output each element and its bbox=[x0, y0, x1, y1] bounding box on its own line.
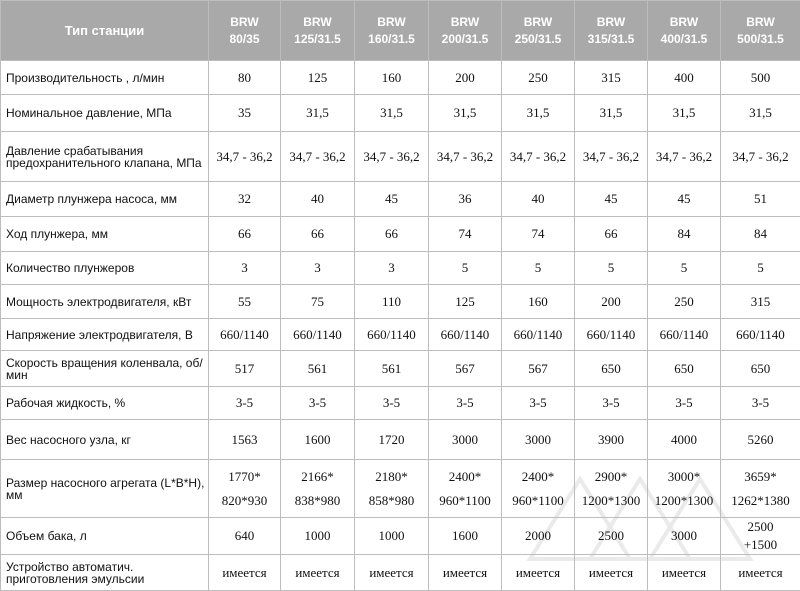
table-cell: 40 bbox=[502, 182, 575, 217]
cell-line: 960*1100 bbox=[432, 489, 498, 513]
table-cell: 31,5 bbox=[281, 95, 355, 132]
table-cell: 34,7 - 36,2 bbox=[209, 132, 281, 182]
row-label: Напряжение электродвигателя, В bbox=[1, 319, 209, 351]
table-cell: 660/1140 bbox=[209, 319, 281, 351]
cell-line: 2500 bbox=[724, 518, 797, 536]
table-cell: 31,5 bbox=[575, 95, 648, 132]
table-cell: 110 bbox=[355, 285, 429, 319]
table-cell: 160 bbox=[355, 61, 429, 95]
table-cell: 1000 bbox=[355, 518, 429, 555]
cell-line: 2180* bbox=[358, 465, 425, 489]
model-header: BRW 315/31.5 bbox=[575, 1, 648, 61]
row-label: Диаметр плунжера насоса, мм bbox=[1, 182, 209, 217]
table-cell: 3-5 bbox=[281, 387, 355, 420]
table-cell: имеется bbox=[502, 555, 575, 591]
table-cell: 5 bbox=[502, 252, 575, 285]
cell-line: 1200*1300 bbox=[578, 489, 644, 513]
table-cell: 250 bbox=[648, 285, 721, 319]
table-cell: 66 bbox=[209, 217, 281, 252]
table-cell: имеется bbox=[575, 555, 648, 591]
table-cell: имеется bbox=[209, 555, 281, 591]
table-cell: 650 bbox=[721, 351, 800, 387]
table-cell: 31,5 bbox=[502, 95, 575, 132]
table-cell: 125 bbox=[281, 61, 355, 95]
table-cell: имеется bbox=[281, 555, 355, 591]
table-row bbox=[1, 387, 800, 420]
table-cell: 51 bbox=[721, 182, 800, 217]
cell-line: 858*980 bbox=[358, 489, 425, 513]
table-row bbox=[1, 460, 800, 518]
cell-line: 1262*1380 bbox=[724, 489, 797, 513]
table-cell: 3-5 bbox=[355, 387, 429, 420]
table-cell: имеется bbox=[429, 555, 502, 591]
table-cell bbox=[575, 460, 648, 518]
table-cell: имеется bbox=[721, 555, 800, 591]
table-row bbox=[1, 132, 800, 182]
row-label: Ход плунжера, мм bbox=[1, 217, 209, 252]
table-cell: 660/1140 bbox=[575, 319, 648, 351]
table-cell bbox=[721, 460, 800, 518]
table-row bbox=[1, 252, 800, 285]
cell-line: 2900* bbox=[578, 465, 644, 489]
row-label: Скорость вращения коленвала, об/мин bbox=[1, 351, 209, 387]
station-type-header: Тип станции bbox=[1, 1, 209, 61]
row-label: Мощность электродвигателя, кВт bbox=[1, 285, 209, 319]
table-cell: 45 bbox=[355, 182, 429, 217]
table-cell: 1600 bbox=[429, 518, 502, 555]
table-cell: 650 bbox=[648, 351, 721, 387]
table-cell: 5260 bbox=[721, 420, 800, 460]
table-cell: 80 bbox=[209, 61, 281, 95]
cell-line: 2400* bbox=[432, 465, 498, 489]
table-cell: 31,5 bbox=[429, 95, 502, 132]
table-cell: 400 bbox=[648, 61, 721, 95]
table-cell: 3000 bbox=[502, 420, 575, 460]
table-cell: 34,7 - 36,2 bbox=[721, 132, 800, 182]
table-cell bbox=[209, 460, 281, 518]
table-cell: 3-5 bbox=[575, 387, 648, 420]
table-cell: 200 bbox=[575, 285, 648, 319]
table-cell: 55 bbox=[209, 285, 281, 319]
table-row bbox=[1, 182, 800, 217]
table-cell: 315 bbox=[721, 285, 800, 319]
table-cell: 315 bbox=[575, 61, 648, 95]
table-cell: 5 bbox=[648, 252, 721, 285]
row-label: Производительность , л/мин bbox=[1, 61, 209, 95]
table-cell: 75 bbox=[281, 285, 355, 319]
cell-line: 2400* bbox=[505, 465, 571, 489]
table-cell: 3-5 bbox=[721, 387, 800, 420]
table-cell bbox=[648, 460, 721, 518]
table-cell: 3-5 bbox=[502, 387, 575, 420]
table-cell: 40 bbox=[281, 182, 355, 217]
table-cell: имеется bbox=[648, 555, 721, 591]
table-cell: 160 bbox=[502, 285, 575, 319]
model-header: BRW 200/31.5 bbox=[429, 1, 502, 61]
table-cell: 567 bbox=[502, 351, 575, 387]
table-cell: 74 bbox=[502, 217, 575, 252]
table-row bbox=[1, 555, 800, 591]
cell-line: 838*980 bbox=[284, 489, 351, 513]
cell-line: +1500 bbox=[724, 536, 797, 554]
table-cell: 84 bbox=[721, 217, 800, 252]
table-cell bbox=[721, 518, 800, 555]
table-cell: 660/1140 bbox=[648, 319, 721, 351]
table-row bbox=[1, 285, 800, 319]
table-row bbox=[1, 95, 800, 132]
table-cell: 2500 bbox=[575, 518, 648, 555]
table-cell: 1563 bbox=[209, 420, 281, 460]
table-cell: 2000 bbox=[502, 518, 575, 555]
table-cell: 3 bbox=[281, 252, 355, 285]
model-header: BRW 250/31.5 bbox=[502, 1, 575, 61]
table-cell: 3-5 bbox=[648, 387, 721, 420]
model-header: BRW 500/31.5 bbox=[721, 1, 800, 61]
table-cell: 3-5 bbox=[209, 387, 281, 420]
table-cell: 5 bbox=[575, 252, 648, 285]
table-cell: 74 bbox=[429, 217, 502, 252]
table-cell: 45 bbox=[648, 182, 721, 217]
table-cell: 66 bbox=[281, 217, 355, 252]
cell-line: 1770* bbox=[212, 465, 277, 489]
table-cell: 500 bbox=[721, 61, 800, 95]
row-label: Номинальное давление, МПа bbox=[1, 95, 209, 132]
model-header: BRW 160/31.5 bbox=[355, 1, 429, 61]
table-cell: 4000 bbox=[648, 420, 721, 460]
table-cell: 34,7 - 36,2 bbox=[429, 132, 502, 182]
table-cell: имеется bbox=[355, 555, 429, 591]
table-cell: 3 bbox=[355, 252, 429, 285]
table-cell: 3900 bbox=[575, 420, 648, 460]
table-cell: 66 bbox=[355, 217, 429, 252]
table-cell: 125 bbox=[429, 285, 502, 319]
table-cell: 517 bbox=[209, 351, 281, 387]
cell-line: 960*1100 bbox=[505, 489, 571, 513]
table-cell: 1720 bbox=[355, 420, 429, 460]
table-cell: 660/1140 bbox=[502, 319, 575, 351]
row-label: Давление срабатывания предохранительного клапана, МПа bbox=[1, 132, 209, 182]
table-cell: 3-5 bbox=[429, 387, 502, 420]
table-cell: 84 bbox=[648, 217, 721, 252]
table-cell: 5 bbox=[721, 252, 800, 285]
table-cell: 561 bbox=[281, 351, 355, 387]
table-body bbox=[1, 61, 800, 591]
row-label: Устройство автоматич. приготовления эмульсии bbox=[1, 555, 209, 591]
table-cell: 1000 bbox=[281, 518, 355, 555]
table-cell: 3000 bbox=[648, 518, 721, 555]
table-cell: 250 bbox=[502, 61, 575, 95]
table-cell: 32 bbox=[209, 182, 281, 217]
table-row bbox=[1, 61, 800, 95]
table-cell bbox=[502, 460, 575, 518]
row-label: Размер насосного агрегата (L*B*H), мм bbox=[1, 460, 209, 518]
model-header: BRW 400/31.5 bbox=[648, 1, 721, 61]
table-cell bbox=[355, 460, 429, 518]
table-cell: 36 bbox=[429, 182, 502, 217]
table-row bbox=[1, 518, 800, 555]
cell-line: 820*930 bbox=[212, 489, 277, 513]
table-cell: 35 bbox=[209, 95, 281, 132]
cell-line: 1200*1300 bbox=[651, 489, 717, 513]
header-row bbox=[1, 1, 800, 61]
table-cell: 34,7 - 36,2 bbox=[355, 132, 429, 182]
row-label: Объем бака, л bbox=[1, 518, 209, 555]
row-label: Количество плунжеров bbox=[1, 252, 209, 285]
model-header: BRW 80/35 bbox=[209, 1, 281, 61]
table-cell: 660/1140 bbox=[721, 319, 800, 351]
row-label: Вес насосного узла, кг bbox=[1, 420, 209, 460]
cell-line: 2166* bbox=[284, 465, 351, 489]
row-label: Рабочая жидкость, % bbox=[1, 387, 209, 420]
table-cell bbox=[281, 460, 355, 518]
table-cell: 34,7 - 36,2 bbox=[648, 132, 721, 182]
model-header: BRW 125/31.5 bbox=[281, 1, 355, 61]
table-cell: 640 bbox=[209, 518, 281, 555]
table-cell: 66 bbox=[575, 217, 648, 252]
table-row bbox=[1, 217, 800, 252]
cell-line: 3659* bbox=[724, 465, 797, 489]
table-cell bbox=[429, 460, 502, 518]
table-cell: 3 bbox=[209, 252, 281, 285]
table-cell: 3000 bbox=[429, 420, 502, 460]
table-cell: 31,5 bbox=[721, 95, 800, 132]
table-cell: 5 bbox=[429, 252, 502, 285]
table-cell: 660/1140 bbox=[281, 319, 355, 351]
table-cell: 561 bbox=[355, 351, 429, 387]
table-cell: 45 bbox=[575, 182, 648, 217]
table-row bbox=[1, 319, 800, 351]
table-cell: 660/1140 bbox=[355, 319, 429, 351]
table-cell: 567 bbox=[429, 351, 502, 387]
table-cell: 34,7 - 36,2 bbox=[575, 132, 648, 182]
table-cell: 660/1140 bbox=[429, 319, 502, 351]
table-cell: 31,5 bbox=[648, 95, 721, 132]
table-row bbox=[1, 420, 800, 460]
table-cell: 650 bbox=[575, 351, 648, 387]
table-cell: 34,7 - 36,2 bbox=[502, 132, 575, 182]
table-cell: 200 bbox=[429, 61, 502, 95]
table-cell: 1600 bbox=[281, 420, 355, 460]
cell-line: 3000* bbox=[651, 465, 717, 489]
table-cell: 34,7 - 36,2 bbox=[281, 132, 355, 182]
table-row bbox=[1, 351, 800, 387]
table-cell: 31,5 bbox=[355, 95, 429, 132]
